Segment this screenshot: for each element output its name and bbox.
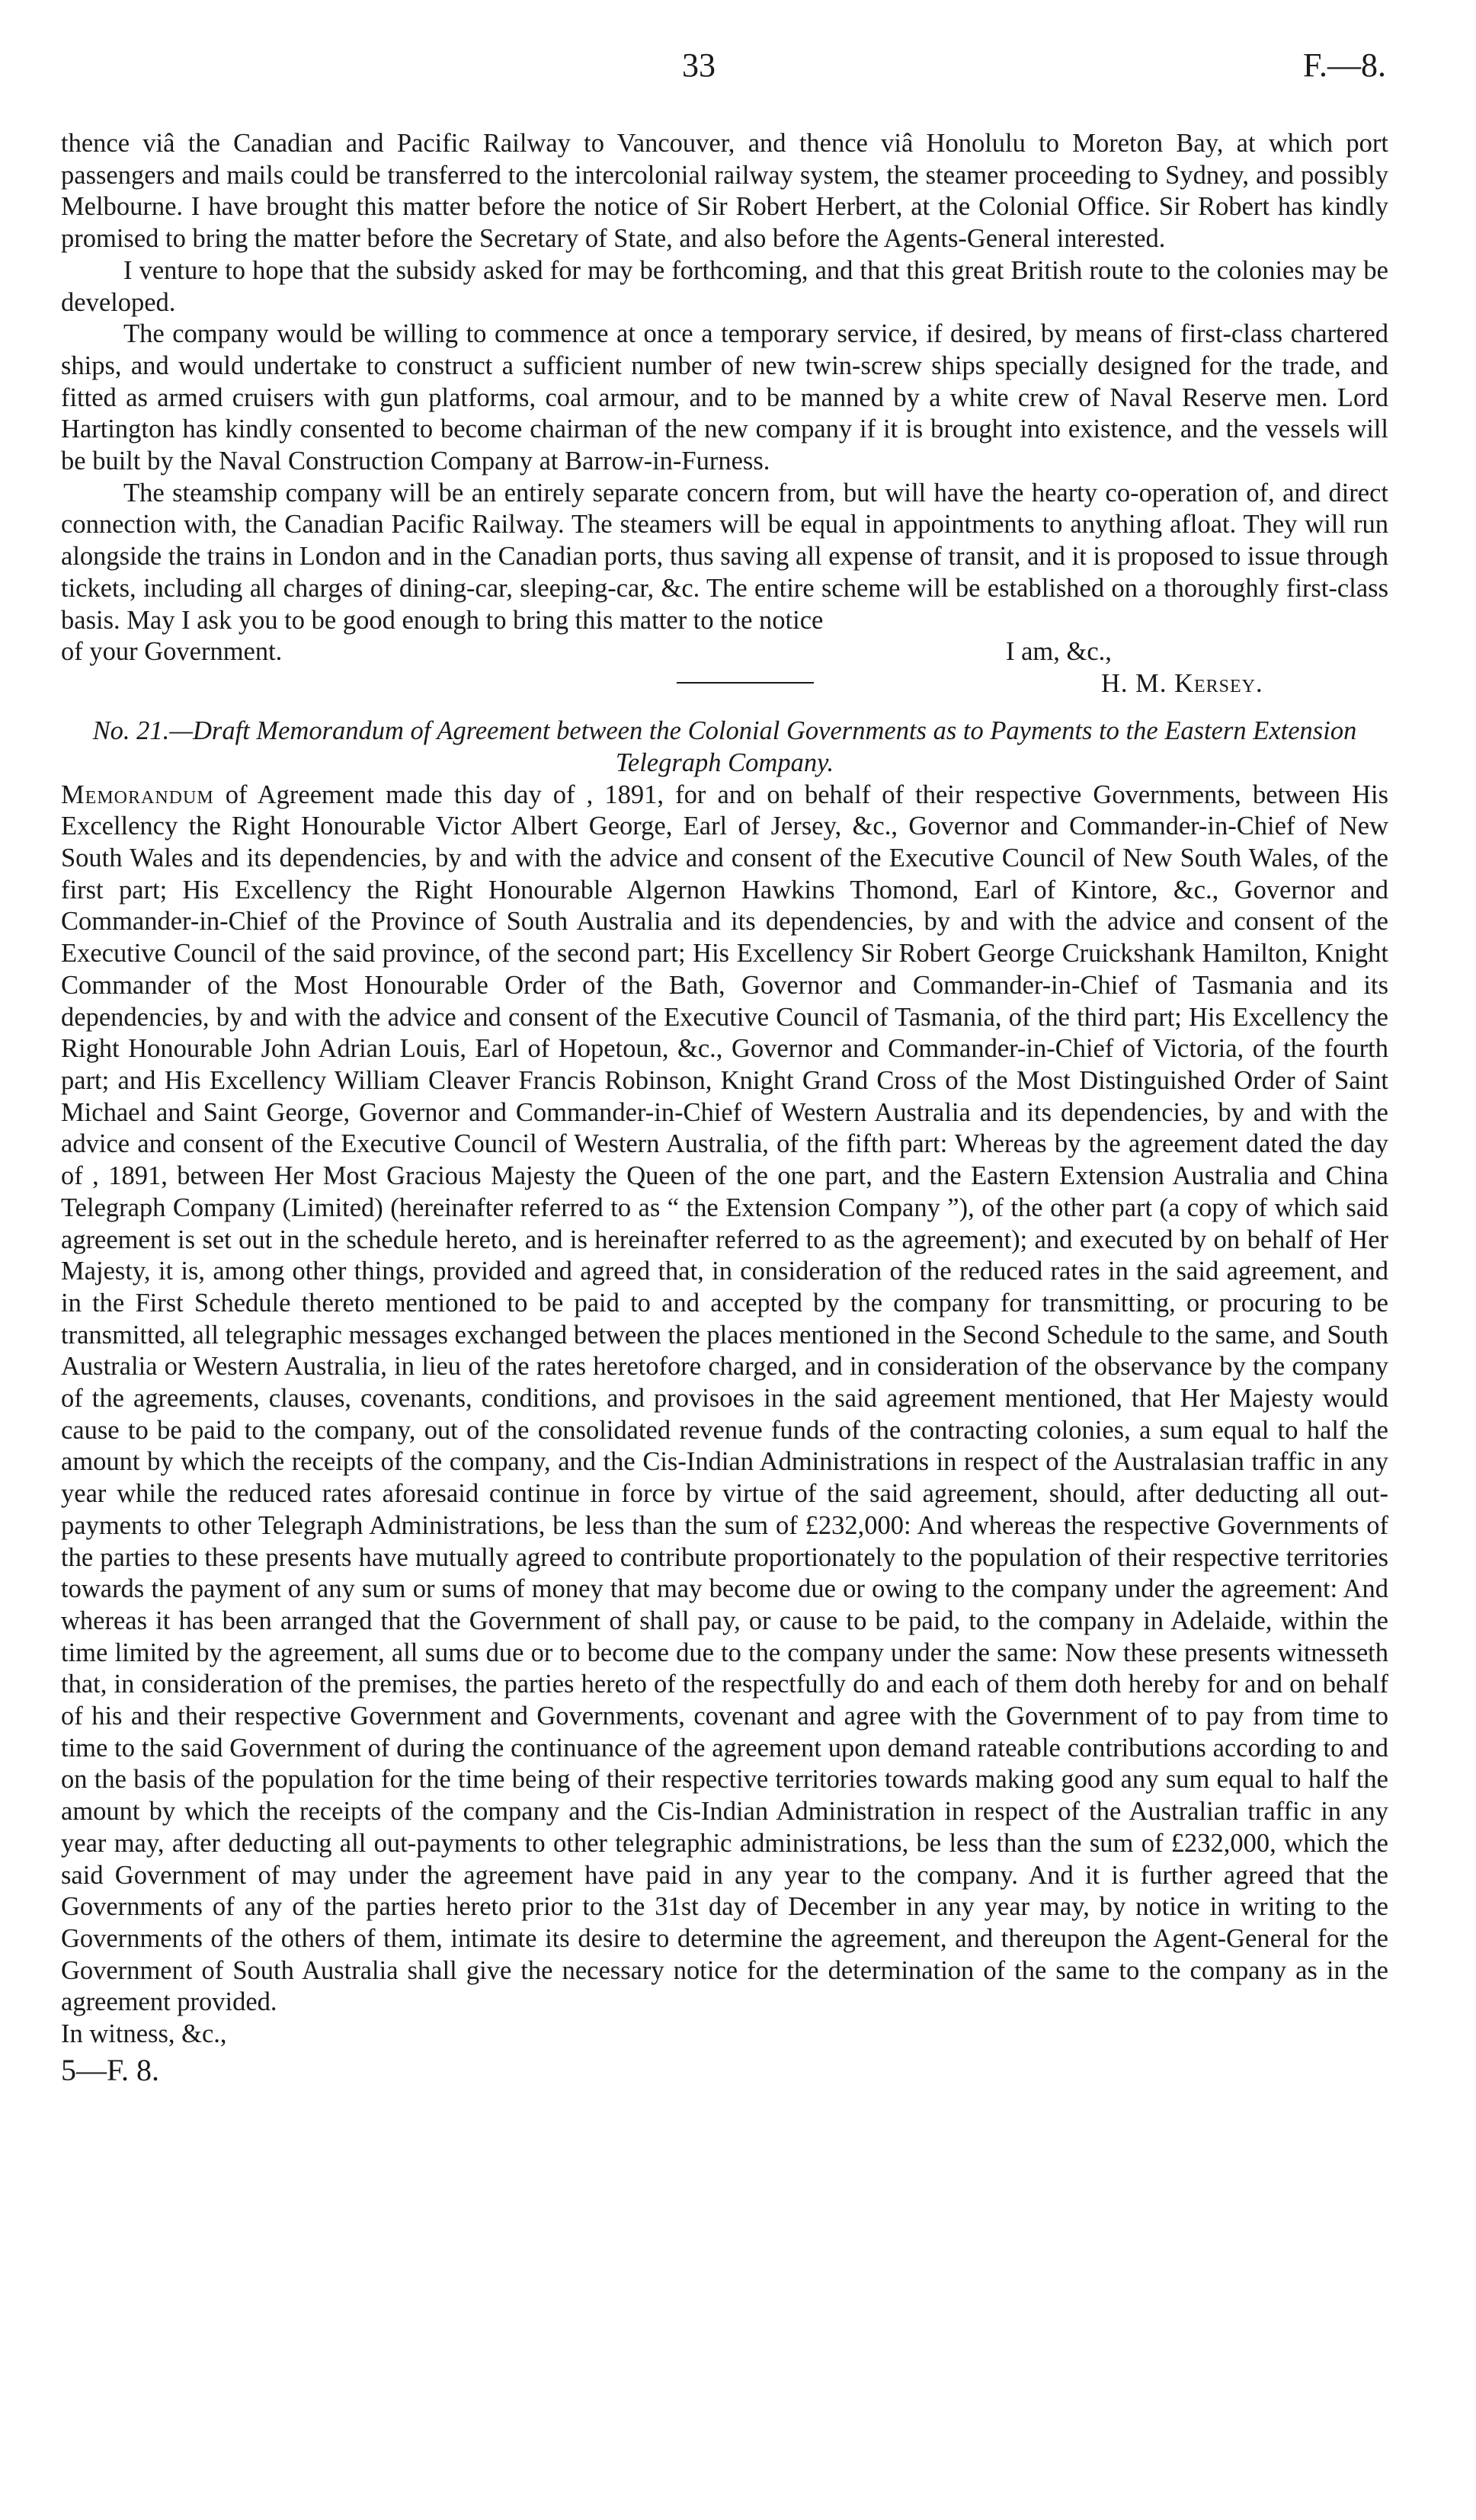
memo-heading [61, 716, 1388, 779]
memo-body [61, 780, 1388, 2019]
footer-reference: 5—F. 8. [61, 2052, 160, 2087]
memo-heading-title: —Draft Memorandum of Agreement between the Colonial Governments as to Payments to the Eastern Extension Telegraph Company. [169, 716, 1357, 777]
letter-paragraph-3: The company would be willing to commence at once a temporary service, if desired, by means of first-class chartered ships, and would undertake to construct a sufficient number of new twin-screw ships specially designed for the trade, and fitted as armed cruisers with gun platforms, coal armour, and to be manned by a white crew of Naval Reserve men. Lord Hartington has kindly consented to become chairman of the new company if it is brought into existence, and the vessels will be built by the Naval Construction Company at Barrow-in-Furness. [61, 319, 1388, 476]
letter-paragraph-4: The steamship company will be an entirely separate concern from, but will have the hearty co-operation of, and direct connection with, the Canadian Pacific Railway. The steamers will be equal in appointments to anything afloat. They will run alongside the trains in London and in the Canadian ports, thus saving all expense of transit, and it is proposed to issue through tickets, including all charges of dining-car, sleeping-car, &c. The entire scheme will be established on a thoroughly first-class basis. May I ask you to be good enough to bring this matter to the notice [61, 478, 1388, 635]
letter-closing: I am, &c., [1006, 637, 1112, 667]
section-divider [677, 682, 814, 684]
memo-lead-word: Memorandum [61, 780, 214, 809]
page-body [61, 128, 1388, 2090]
page-number: 33 [682, 46, 716, 84]
letter-signature: H. M. Kersey. [1101, 669, 1263, 699]
letter-paragraph-1: thence viâ the Canadian and Pacific Railway to Vancouver, and thence viâ Honolulu to Moreton Bay, at which port passengers and mails could be transferred to the intercolonial railway system, the steamer proceeding to Sydney, and possibly Melbourne. I have brought this matter before the notice of Sir Robert Herbert, at the Colonial Office. Sir Robert has kindly promised to bring the matter before the Secretary of State, and also before the Agents-General interested. [61, 129, 1388, 254]
letter-paragraph-2: I venture to hope that the subsidy asked for may be forthcoming, and that this great British route to the colonies may be developed. [61, 255, 1388, 317]
document-reference: F.—8. [1303, 46, 1386, 84]
memo-body-text: of Agreement made this day of , 1891, for and on behalf of their respective Governments, between His Excellency the Right Honourable Victor Albert George, Earl of Jersey, &c., Governor and Commander-in-Chief of New South Wales and its dependencies, by and with the advice and consent of the Executive Council of New South Wales, of the first part; His Excellency the Right Honourable Algernon Hawkins Thomond, Earl of Kintore, &c., Governor and Commander-in-Chief of the Province of South Australia and its dependencies, by and with the advice and consent of the Executive Council of the said province, of the second part; His Excellency Sir Robert George Cruickshank Hamilton, Knight Commander of the Most Honourable Order of the Bath, Governor and Commander-in-Chief of Tasmania and its dependencies, by and with the advice and consent of the Executive Council of Tasmania, of the third part; His Excellency the Right Honourable John Adrian Louis, Earl of Hopetoun, &c., Governor and Commander-in-Chief of Victoria, of the fourth part; and His Excellency William Cleaver Francis Robinson, Knight Grand Cross of the Most Distinguished Order of Saint Michael and Saint George, Governor and Commander-in-Chief of Western Australia and its dependencies, by and with the advice and consent of the Executive Council of Western Australia, of the fifth part: Whereas by the agreement dated the day of , 1891, between Her Most Gracious Majesty the Queen of the one part, and the Eastern Extension Australia and China Telegraph Company (Limited) (hereinafter referred to as “ the Extension Company ”), of the other part (a copy of which said agreement is set out in the schedule hereto, and is hereinafter referred to as the agreement); and executed by on behalf of Her Majesty, it is, among other things, provided and agreed that, in consideration of the reduced rates in the said agreement, and in the First Schedule thereto mentioned to be paid to and accepted by the company for transmitting, or procuring to be transmitted, all telegraphic messages exchanged between the places mentioned in the Second Schedule to the same, and South Australia or Western Australia, in lieu of the rates heretofore charged, and in consideration of the observance by the company of the agreements, clauses, covenants, conditions, and provisoes in the said agreement mentioned, that Her Majesty would cause to be paid to the company, out of the consolidated revenue funds of the contracting colonies, a sum equal to half the amount by which the receipts of the company, and the Cis-Indian Administrations in respect of the Australasian traffic in any year while the reduced rates aforesaid continue in force by virtue of the said agreement, should, after deducting all out-payments to other Telegraph Administrations, be less than the sum of £232,000: And whereas the respective Governments of the parties to these presents have mutually agreed to contribute proportionately to the population of their respective territories towards the payment of any sum or sums of money that may become due or owing to the company under the agreement: And whereas it has been arranged that the Government of shall pay, or cause to be paid, to the company in Adelaide, within the time limited by the agreement, all sums due or to become due to the company under the same: Now these presents witnesseth that, in consideration of the premises, the parties hereto of the respectfully do and each of them doth hereby for and on behalf of his and their respective Government and Governments, covenant and agree with the Government of to pay from time to time to the said Government of during the continuance of the agreement upon demand rateable contributions according to and on the basis of the population for the time being of their respective territories towards making good any sum equal to half the amount by which the receipts of the company and the Cis-Indian Administration in respect of the Australian traffic in any year may, after deducting all out-payments to other telegraphic administrations, be less than the sum of £232,000, which the said Government of may under the agreement have paid in any year to the company. And it is further agreed that the Governments of any of the parties hereto prior to the 31st day of December in any year may, by notice in writing to the Governments of the others of them, intimate its desire to determine the agreement, and thereupon the Agent-General for the Government of South Australia shall give the necessary notice for the determination of the same to the company as in the agreement provided. [61, 780, 1388, 2017]
letter-signoff [61, 636, 1388, 700]
memo-closing: In witness, &c., [61, 2019, 227, 2049]
letter-paragraph-4-end: of your Government. [61, 637, 283, 667]
page-header [0, 46, 1476, 91]
memo-heading-number: No. 21. [92, 716, 170, 746]
